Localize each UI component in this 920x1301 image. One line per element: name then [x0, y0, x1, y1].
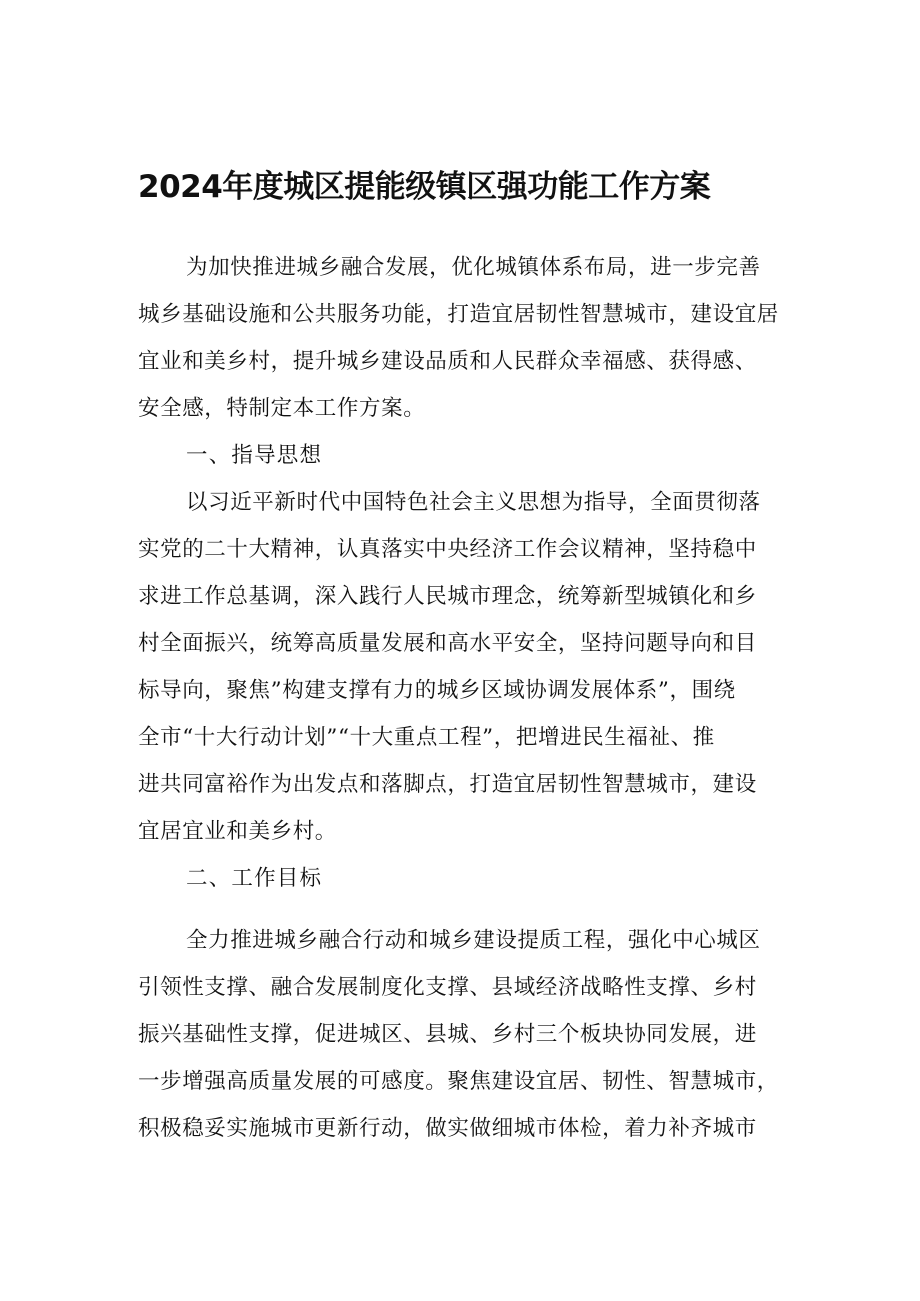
work-goals-paragraph-line: 引领性支撑、融合发展制度化支撑、县域经济战略性支撑、乡村 — [138, 975, 757, 1000]
intro-paragraph-line: 安全感，特制定本工作方案。 — [138, 396, 426, 421]
intro-paragraph-line: 宜业和美乡村，提升城乡建设品质和人民群众幸福感、获得感、 — [138, 349, 757, 374]
section-heading-work-goals: 二、工作目标 — [186, 866, 323, 891]
intro-paragraph-line: 为加快推进城乡融合发展，优化城镇体系布局，进一步完善 — [186, 255, 761, 280]
guiding-ideology-paragraph-line: 标导向，聚焦”构建支撑有力的城乡区域协调发展体系”，围绕 — [138, 678, 736, 703]
work-goals-paragraph-line: 全力推进城乡融合行动和城乡建设提质工程，强化中心城区 — [186, 928, 761, 953]
document-title: 2024年度城区提能级镇区强功能工作方案 — [138, 169, 711, 205]
intro-paragraph-line: 城乡基础设施和公共服务功能，打造宜居韧性智慧城市，建设宜居 — [138, 302, 779, 327]
guiding-ideology-paragraph-line: 求进工作总基调，深入践行人民城市理念，统筹新型城镇化和乡 — [138, 584, 757, 609]
work-goals-paragraph-line: 积极稳妥实施城市更新行动，做实做细城市体检，着力补齐城市 — [138, 1116, 757, 1141]
section-heading-guiding-ideology: 一、指导思想 — [186, 443, 323, 468]
guiding-ideology-paragraph-line: 实党的二十大精神，认真落实中央经济工作会议精神，坚持稳中 — [138, 537, 757, 562]
guiding-ideology-paragraph-line: 全市“十大行动计划”“十大重点工程”，把增进民生福祉、推 — [138, 725, 715, 750]
guiding-ideology-paragraph-line: 村全面振兴，统筹高质量发展和高水平安全，坚持问题导向和目 — [138, 631, 757, 656]
guiding-ideology-paragraph-line: 进共同富裕作为出发点和落脚点，打造宜居韧性智慧城市，建设 — [138, 772, 757, 797]
guiding-ideology-paragraph-line: 以习近平新时代中国特色社会主义思想为指导，全面贯彻落 — [186, 490, 761, 515]
work-goals-paragraph-line: 振兴基础性支撑，促进城区、县城、乡村三个板块协同发展，进 — [138, 1022, 757, 1047]
guiding-ideology-paragraph-line: 宜居宜业和美乡村。 — [138, 819, 337, 844]
work-goals-paragraph-line: 一步增强高质量发展的可感度。聚焦建设宜居、韧性、智慧城市， — [138, 1069, 779, 1094]
